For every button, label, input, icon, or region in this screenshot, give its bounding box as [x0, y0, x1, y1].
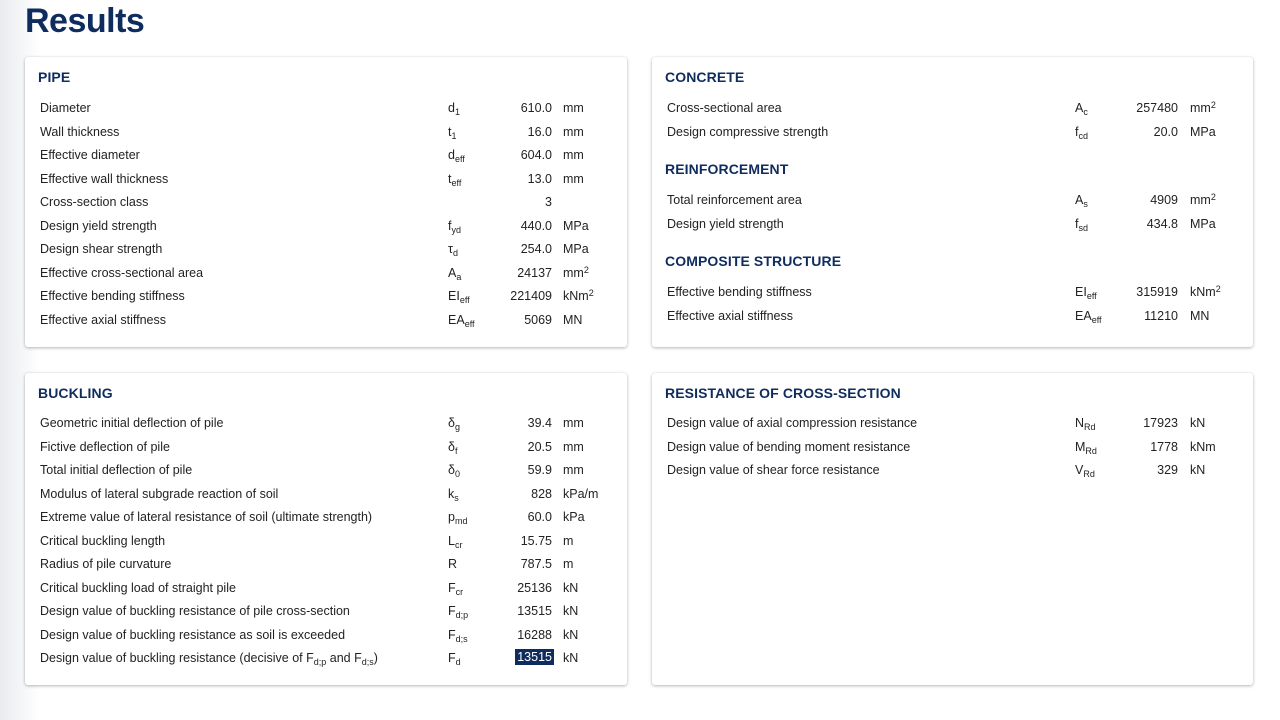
row-label: Design yield strength	[667, 216, 784, 231]
row-symbol: $d_1$	[448, 101, 460, 117]
row-symbol: $\delta_g$	[448, 416, 460, 432]
result-row	[25, 309, 627, 332]
row-symbol: $EI_{eff}$	[1075, 285, 1097, 301]
result-row	[652, 459, 1253, 482]
row-unit: MN	[563, 312, 583, 327]
row-value: 25136	[517, 580, 552, 595]
row-value: 16288	[517, 627, 552, 642]
row-label: Cross-sectional area	[667, 101, 782, 115]
row-label: Critical buckling load of straight pile	[40, 580, 236, 595]
row-unit: $mm^2$	[563, 264, 589, 280]
row-label: Fictive deflection of pile	[40, 439, 170, 454]
row-symbol: $f_{cd}$	[1075, 124, 1088, 141]
row-symbol: $f_{sd}$	[1075, 216, 1088, 233]
result-row	[25, 506, 627, 529]
row-symbol: $F_{d;s}$	[448, 627, 468, 644]
section-title-pipe: PIPE	[38, 69, 71, 85]
row-value: 20.0	[1153, 124, 1178, 139]
section-title-reinforcement: REINFORCEMENT	[665, 161, 789, 177]
result-row	[25, 530, 627, 553]
row-unit: mm	[563, 124, 584, 139]
row-label: Radius of pile curvature	[40, 557, 172, 571]
row-unit: kPa	[563, 510, 585, 524]
result-row	[652, 281, 1253, 304]
row-value: 24137	[517, 265, 552, 280]
result-row	[652, 213, 1253, 236]
row-value: 13.0	[527, 171, 552, 186]
row-value: 15.75	[520, 533, 552, 548]
row-value: 17923	[1143, 416, 1178, 430]
result-row	[25, 168, 627, 191]
result-row	[25, 577, 627, 600]
row-unit: mm	[563, 148, 584, 162]
row-unit: $mm^2$	[1190, 100, 1216, 115]
row-unit: kN	[563, 604, 579, 618]
row-symbol: $d_{eff}$	[448, 148, 465, 164]
row-value: 11210	[1144, 308, 1178, 323]
row-value: 787.5	[520, 557, 552, 571]
row-unit: mm	[563, 439, 584, 454]
result-row	[25, 624, 627, 647]
row-label: Effective bending stiffness	[667, 285, 812, 299]
highlighted-value: 13515	[517, 650, 552, 664]
row-symbol: $N_{Rd}$	[1075, 416, 1096, 432]
page-title: Results	[25, 2, 145, 40]
row-label: Diameter	[40, 101, 91, 115]
row-label: Extreme value of lateral resistance of soil (ultimate strength)	[40, 510, 373, 524]
row-value: 16.0	[527, 124, 552, 139]
result-row	[25, 238, 627, 261]
row-label: Design shear strength	[40, 242, 163, 256]
row-unit: kNm$^2$	[1190, 284, 1221, 299]
row-label: Design value of buckling resistance of pile cross-section	[40, 604, 350, 618]
row-value: 828	[531, 486, 552, 501]
result-row	[25, 97, 627, 120]
row-symbol: $t_1$	[448, 124, 457, 141]
row-unit: kN	[563, 651, 579, 665]
result-row	[25, 647, 627, 670]
row-value: 39.4	[527, 416, 552, 430]
row-label: Design value of bending moment resistance	[667, 439, 911, 454]
row-unit: mm	[563, 101, 584, 115]
row-label: Effective axial stiffness	[40, 312, 166, 327]
row-label: Design compressive strength	[667, 124, 829, 139]
result-row	[652, 412, 1253, 435]
result-row	[652, 436, 1253, 459]
row-symbol: $A_c$	[1075, 101, 1088, 117]
concrete-card	[652, 57, 1253, 347]
row-unit: MPa	[563, 242, 589, 256]
row-unit: kNm$^2$	[563, 288, 594, 303]
row-symbol: $M_{Rd}$	[1075, 439, 1097, 456]
row-symbol: $\tau_d$	[448, 242, 458, 258]
result-row	[25, 121, 627, 144]
row-label: Modulus of lateral subgrade reaction of soil	[40, 486, 279, 501]
row-symbol: $F_d$	[448, 651, 461, 667]
row-value: 434.8	[1146, 216, 1178, 231]
result-row	[25, 459, 627, 482]
result-row	[25, 412, 627, 435]
result-row	[25, 262, 627, 285]
row-label: Cross-section class	[40, 195, 149, 209]
result-row	[25, 483, 627, 506]
row-label: Design value of buckling resistance (decisive of $F_{d;p}$ and $F_{d;s}$)	[40, 651, 378, 667]
result-row	[25, 436, 627, 459]
row-label: Design value of buckling resistance as soil is exceeded	[40, 627, 346, 642]
row-value: 13515	[517, 604, 552, 618]
row-value: 315919	[1136, 285, 1178, 299]
section-title-resistance: RESISTANCE OF CROSS-SECTION	[665, 385, 901, 401]
row-value: 3	[545, 195, 552, 209]
row-value: 20.5	[527, 439, 552, 454]
result-row	[25, 144, 627, 167]
row-symbol: $V_{Rd}$	[1075, 463, 1095, 479]
row-value: 4909	[1150, 193, 1178, 207]
row-value: 5069	[524, 312, 552, 327]
result-row	[652, 97, 1253, 120]
row-unit: MN	[1190, 308, 1210, 323]
row-value: 610.0	[520, 101, 552, 115]
row-symbol: $EA_{eff}$	[448, 312, 475, 329]
result-row	[652, 121, 1253, 144]
row-label: Geometric initial deflection of pile	[40, 416, 224, 430]
row-symbol: $F_{d;p}$	[448, 604, 469, 620]
row-symbol: $A_a$	[448, 265, 462, 282]
row-unit: m	[563, 557, 574, 571]
row-unit: kN	[563, 580, 579, 595]
row-symbol: $t_{eff}$	[448, 171, 462, 188]
row-value: 257480	[1136, 101, 1178, 115]
row-unit: kNm	[1190, 439, 1216, 454]
row-label: Effective diameter	[40, 148, 140, 162]
row-label: Effective wall thickness	[40, 171, 169, 186]
pipe-card	[25, 57, 627, 347]
row-label: Design yield strength	[40, 218, 157, 233]
section-title-buckling: BUCKLING	[38, 385, 113, 401]
row-symbol: $p_{md}$	[448, 510, 468, 526]
row-value: 329	[1157, 463, 1178, 477]
result-row	[25, 553, 627, 576]
row-unit: kN	[563, 627, 579, 642]
row-unit: MPa	[1190, 124, 1216, 139]
row-label: Design value of shear force resistance	[667, 463, 880, 477]
result-row	[25, 215, 627, 238]
resistance-card	[652, 373, 1253, 685]
row-value: 1778	[1150, 439, 1178, 454]
row-value: 440.0	[520, 218, 552, 233]
row-label: Total reinforcement area	[667, 193, 802, 207]
row-unit: kN	[1190, 463, 1206, 477]
row-symbol: $A_s$	[1075, 193, 1088, 209]
row-symbol: R	[448, 557, 458, 571]
result-row	[25, 285, 627, 308]
row-symbol: $\delta_f$	[448, 439, 458, 456]
row-label: Effective cross-sectional area	[40, 265, 204, 280]
row-label: Critical buckling length	[40, 533, 166, 548]
row-value: 254.0	[520, 242, 552, 256]
row-symbol: $L_{cr}$	[448, 533, 463, 550]
row-value: 221409	[510, 289, 552, 303]
result-row	[652, 305, 1253, 328]
row-unit: mm	[563, 416, 584, 430]
row-label: Effective axial stiffness	[667, 308, 793, 323]
row-label: Design value of axial compression resistance	[667, 416, 918, 430]
row-value: 604.0	[520, 148, 552, 162]
row-label: Total initial deflection of pile	[40, 463, 193, 477]
row-unit: m	[563, 533, 574, 548]
row-unit: $mm^2$	[1190, 192, 1216, 207]
row-symbol: $\delta_0$	[448, 463, 460, 479]
row-unit: kPa/m	[563, 486, 599, 501]
row-unit: MPa	[1190, 216, 1216, 231]
buckling-card	[25, 373, 627, 685]
section-title-concrete: CONCRETE	[665, 69, 745, 85]
row-unit: MPa	[563, 218, 589, 233]
row-label: Wall thickness	[40, 124, 120, 139]
row-unit: kN	[1190, 416, 1206, 430]
row-symbol: $F_{cr}$	[448, 580, 464, 597]
row-unit: mm	[563, 463, 584, 477]
section-title-composite: COMPOSITE STRUCTURE	[665, 253, 842, 269]
row-symbol: $k_s$	[448, 486, 459, 503]
row-value: 59.9	[527, 463, 552, 477]
row-value: 60.0	[527, 510, 552, 524]
row-unit: mm	[563, 171, 584, 186]
result-row	[25, 191, 627, 214]
row-label: Effective bending stiffness	[40, 289, 185, 303]
result-row	[652, 189, 1253, 212]
row-symbol: $EA_{eff}$	[1075, 308, 1102, 325]
row-symbol: $f_{yd}$	[448, 218, 461, 235]
result-row	[25, 600, 627, 623]
row-symbol: $EI_{eff}$	[448, 289, 470, 305]
